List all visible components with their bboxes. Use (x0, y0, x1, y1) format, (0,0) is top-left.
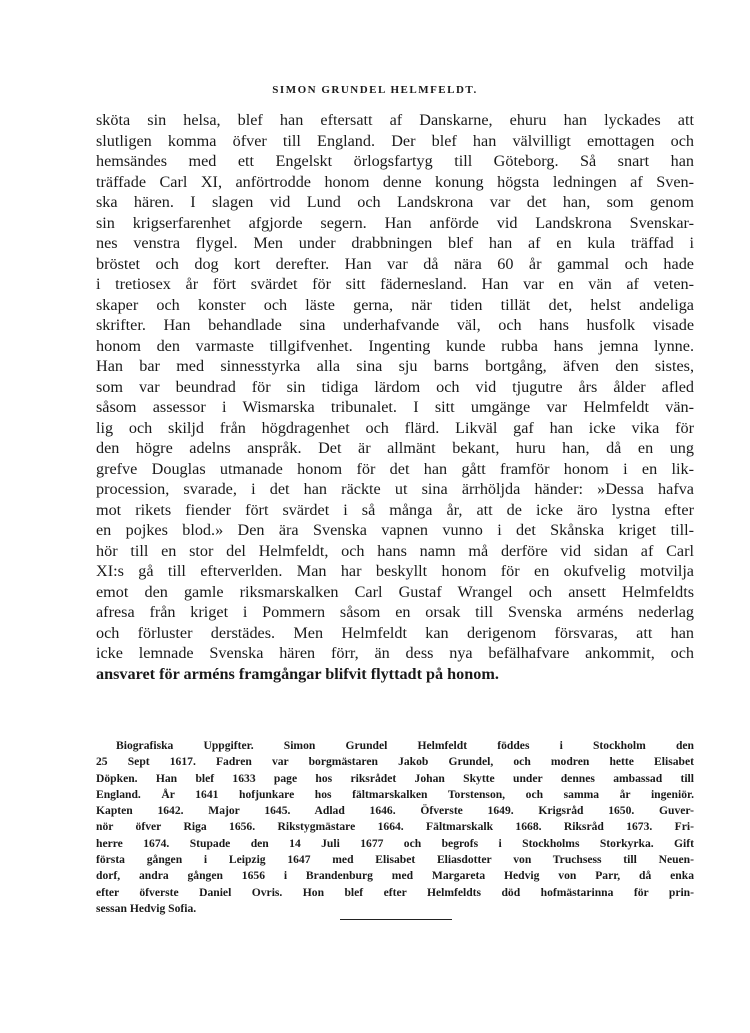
note-line: första gången i Leipzig 1647 med Elisabet Eliasdotter von Truchsess till Neuen- (96, 853, 694, 867)
body-line: icke lemnade Svenska hären förr, än dess nya befälhafvare ankommit, och (96, 644, 694, 662)
body-line: procession, svarade, i det han räckte ut sina ärrhöljda händer: »Dessa hafva (96, 480, 694, 498)
running-title: SIMON GRUNDEL HELMFELDT. (272, 84, 478, 96)
body-line: skaper och konster och läste gerna, när tiden tillät det, helst andeliga (96, 295, 694, 314)
body-line: mot rikets fiender fört svärdet i så många år, att de icke äro lystna efter (96, 500, 694, 519)
body-line: slutligen komma öfver till England. Der blef han välvilligt emottagen och (96, 131, 694, 150)
body-line: skrifter. Han behandlade sina underhafvande väl, och hans husfolk visade (96, 316, 694, 334)
note-line: Biografiska Uppgifter. Simon Grundel Helmfeldt föddes i Stockholm den (116, 739, 694, 752)
body-line: grefve Douglas utmanade honom för det han gått framför honom i en lik- (96, 459, 694, 478)
body-line: honom den varmaste tillgifvenhet. Ingenting kunde rubba hans jemna lynne. (96, 336, 694, 355)
body-line: den högre adelns anspråk. Det är allmänt bekant, huru han, då en ung (96, 439, 694, 457)
closing-rule (340, 919, 452, 920)
body-line: afresa från kriget i Pommern såsom en orsak till Svenska arméns nederlag (96, 603, 694, 621)
body-line: såsom assessor i Wismarska tribunalet. I sitt umgänge var Helmfeldt vän- (96, 398, 694, 416)
body-line: som var beundrad för sin tidiga lärdom och vid tjugutre års ålder afled (96, 377, 694, 396)
body-text (96, 110, 694, 684)
note-line: efter öfverste Daniel Ovris. Hon blef efter Helmfeldts död hofmästarinna för prin- (96, 885, 694, 899)
note-line: herre 1674. Stupade den 14 Juli 1677 och begrofs i Stockholms Storkyrka. Gift (96, 836, 694, 850)
body-line: sköta sin helsa, blef han eftersatt af Danskarne, ehuru han lyckades att (96, 111, 694, 129)
body-line: en pojkes blod.» Den ära Svenska vapnen vunno i det Skånska kriget till- (96, 521, 694, 539)
body-line: ska hären. I slagen vid Lund och Landskrona var det han, som genom (96, 193, 694, 211)
body-line: träffade Carl XI, anförtrodde honom denne konung högsta ledningen af Sven- (96, 172, 694, 191)
body-line: hemsändes med ett Engelskt örlogsfartyg till Göteborg. Så snart han (96, 152, 694, 170)
biographical-notes (96, 738, 694, 917)
note-line: Döpken. Han blef 1633 page hos riksrådet Johan Skytte under dennes ambassad till (96, 771, 694, 785)
body-line: hör till en stor del Helmfeldt, och hans namn må derföre vid sidan af Carl (96, 541, 694, 560)
note-line: Kapten 1642. Major 1645. Adlad 1646. Öfverste 1649. Krigsråd 1650. Guver- (96, 804, 694, 818)
body-line: lig och skiljd från högdragenhet och flärd. Likväl gaf han icke vika för (96, 418, 694, 437)
note-line: England. År 1641 hofjunkare hos fältmarskalken Torstenson, och samma år ingeniör. (96, 787, 694, 801)
body-line: nes venstra flygel. Men under drabbningen blef han af en kula träffad i (96, 234, 694, 252)
note-line-final: sessan Hedvig Sofia. (96, 901, 197, 915)
body-line: i tretiosex år fört svärdet för sitt fädernesland. Han var en vän af veten- (96, 275, 694, 293)
body-line: bröstet och dog kort derefter. Han var då nära 60 år gammal och hade (96, 254, 694, 273)
body-line: emot den gamle riksmarskalken Carl Gustaf Wrangel och ansett Helmfeldts (96, 582, 694, 601)
note-line: dorf, andra gången 1656 i Brandenburg med Margareta Hedvig von Parr, då enka (96, 869, 694, 883)
body-line-final: ansvaret för arméns framgångar blifvit flyttadt på honom. (96, 664, 499, 683)
body-line: Han bar med sinnesstyrka alla sina sju barns bortgång, äfven den sistes, (96, 357, 694, 375)
body-line: sin krigserfarenhet afgjorde segern. Han anförde vid Landskrona Svenskar- (96, 213, 694, 232)
body-line: XI:s gå till efterverlden. Man har beskyllt honom för en okufvelig motvilja (96, 562, 694, 580)
note-line: nör öfver Riga 1656. Rikstygmästare 1664. Fältmarskalk 1668. Riksråd 1673. Fri- (96, 820, 694, 834)
body-line: och förluster derstädes. Men Helmfeldt kan derigenom försvaras, att han (96, 623, 694, 642)
note-line: 25 Sept 1617. Fadren var borgmästaren Jakob Grundel, och modren hette Elisabet (96, 755, 694, 769)
